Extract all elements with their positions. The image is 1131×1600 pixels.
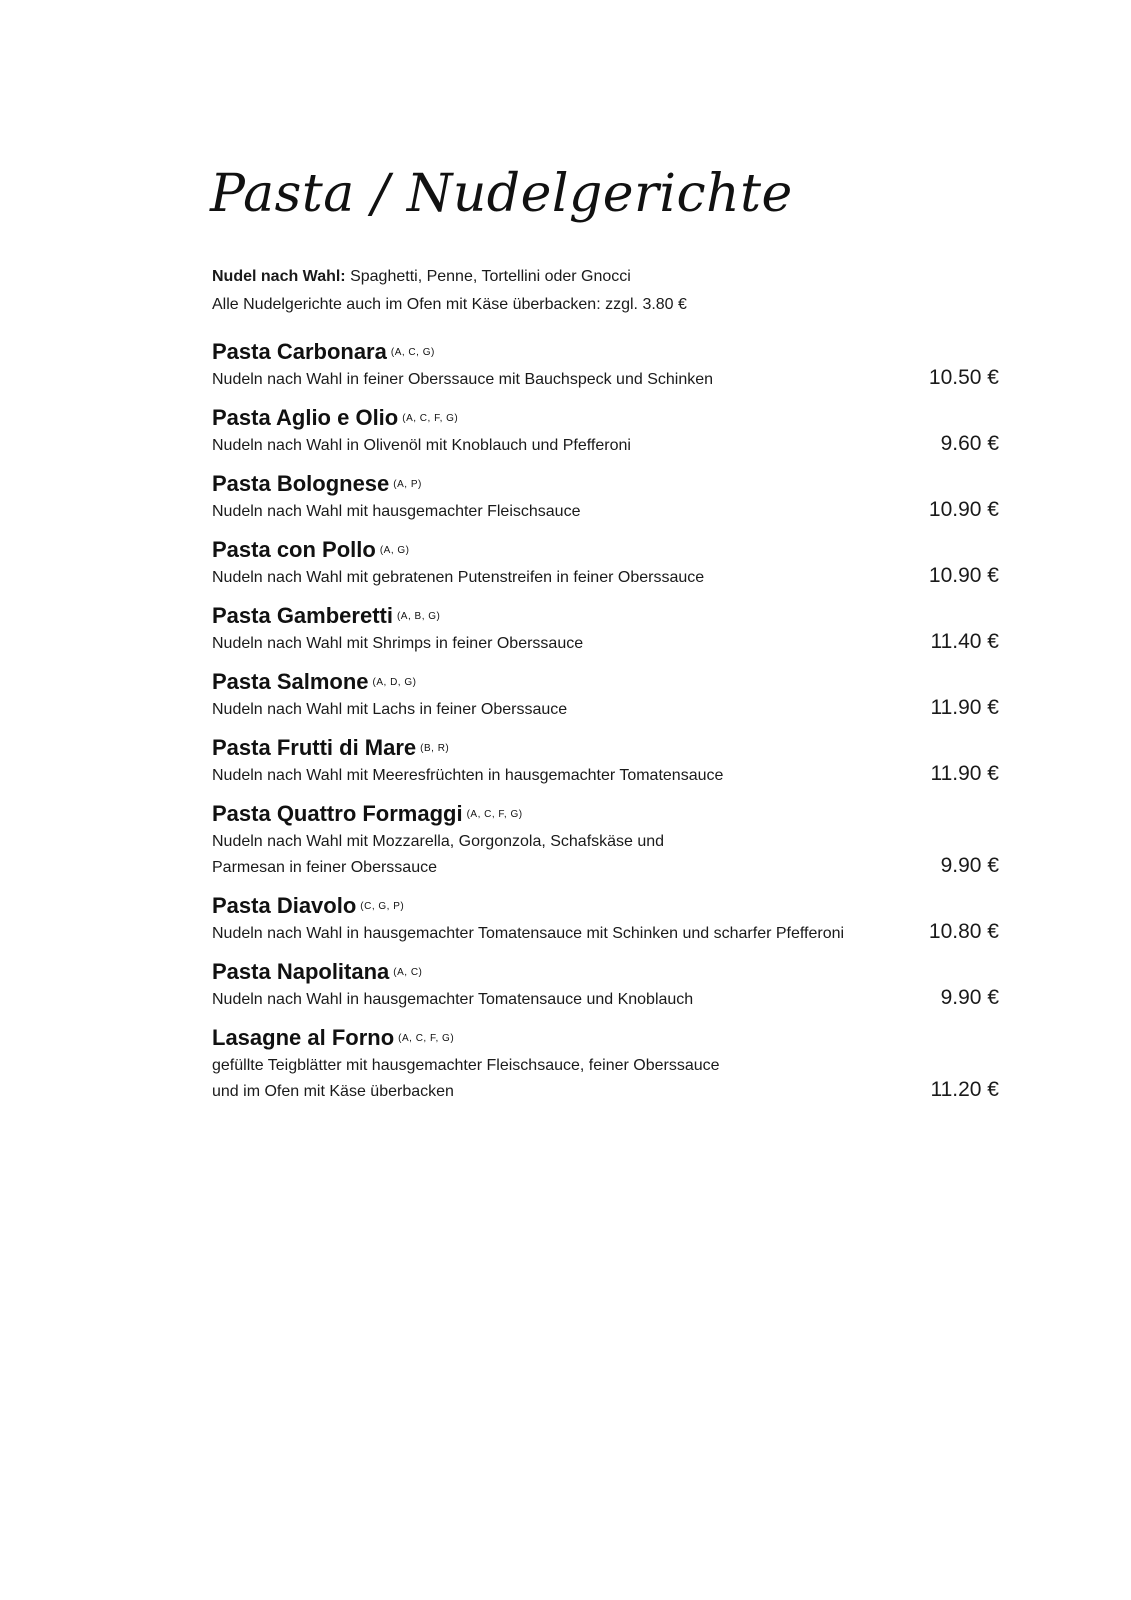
item-allergens: (B, R) (420, 743, 450, 754)
item-description: Nudeln nach Wahl mit Shrimps in feiner Oberssauce (212, 635, 584, 652)
item-description: gefüllte Teigblätter mit hausgemachter Fleischsauce, feiner Oberssauce (212, 1057, 720, 1074)
item-name-row (212, 891, 999, 921)
item-description: Nudeln nach Wahl mit hausgemachter Fleischsauce (212, 503, 581, 520)
item-description: Nudeln nach Wahl in hausgemachter Tomatensauce und Knoblauch (212, 991, 694, 1008)
item-name-row (212, 469, 999, 499)
item-name-row (212, 403, 999, 433)
item-name: Pasta Napolitana (212, 959, 390, 984)
item-description-line-2: und im Ofen mit Käse überbacken (212, 1083, 454, 1100)
item-name-row (212, 337, 999, 367)
item-allergens: (A, C, G) (390, 347, 435, 358)
item-price: 11.90 € (930, 762, 999, 785)
oven-note: Alle Nudelgerichte auch im Ofen mit Käse überbacken: zzgl. 3.80 € (212, 296, 687, 313)
item-name: Pasta Aglio e Olio (212, 405, 399, 430)
pasta-choice-text: Spaghetti, Penne, Tortellini oder Gnocci (345, 268, 631, 285)
item-price: 9.90 € (940, 854, 999, 877)
item-description: Nudeln nach Wahl mit gebratenen Putenstreifen in feiner Oberssauce (212, 569, 705, 586)
item-name-row (212, 1023, 999, 1053)
item-name: Pasta Salmone (212, 669, 369, 694)
item-allergens: (C, G, P) (360, 901, 405, 912)
menu-item (212, 337, 999, 393)
item-description: Nudeln nach Wahl mit Meeresfrüchten in hausgemachter Tomatensauce (212, 767, 724, 784)
pasta-choice-line (212, 263, 687, 291)
item-description: Nudeln nach Wahl mit Lachs in feiner Oberssauce (212, 701, 568, 718)
item-name: Lasagne al Forno (212, 1025, 395, 1050)
item-allergens: (A, P) (393, 479, 422, 490)
item-allergens: (A, C, F, G) (466, 809, 523, 820)
item-name-row (212, 733, 999, 763)
item-name: Pasta Gamberetti (212, 603, 393, 628)
item-name-row (212, 799, 999, 829)
item-price: 11.40 € (930, 630, 999, 653)
item-name-row (212, 535, 999, 565)
menu-item (212, 667, 999, 723)
item-name: Pasta con Pollo (212, 537, 376, 562)
item-price: 11.20 € (930, 1078, 999, 1101)
menu-item (212, 1023, 999, 1105)
item-description: Nudeln nach Wahl in hausgemachter Tomatensauce mit Schinken und scharfer Pfefferoni (212, 925, 845, 942)
item-description: Nudeln nach Wahl in feiner Oberssauce mit Bauchspeck und Schinken (212, 371, 714, 388)
item-price: 10.90 € (928, 498, 999, 521)
menu-item (212, 733, 999, 789)
item-allergens: (A, D, G) (372, 677, 417, 688)
item-name: Pasta Frutti di Mare (212, 735, 417, 760)
item-description: Nudeln nach Wahl in Olivenöl mit Knoblauch und Pfefferoni (212, 437, 631, 454)
intro-block (212, 263, 687, 319)
item-name-row (212, 957, 999, 987)
menu-item (212, 891, 999, 947)
menu-item (212, 403, 999, 459)
item-name: Pasta Diavolo (212, 893, 357, 918)
item-name-row (212, 601, 999, 631)
item-price: 10.90 € (928, 564, 999, 587)
menu-item (212, 469, 999, 525)
item-price: 10.50 € (928, 366, 999, 389)
item-price: 10.80 € (928, 920, 999, 943)
item-name: Pasta Quattro Formaggi (212, 801, 463, 826)
item-description-line-2: Parmesan in feiner Oberssauce (212, 859, 437, 876)
menu-item (212, 799, 999, 881)
menu-item (212, 535, 999, 591)
menu-item (212, 957, 999, 1013)
menu-list (212, 337, 999, 1115)
item-allergens: (A, C) (393, 967, 423, 978)
item-price: 9.60 € (940, 432, 999, 455)
item-allergens: (A, C, F, G) (398, 1033, 455, 1044)
item-price: 11.90 € (930, 696, 999, 719)
page-title: Pasta / Nudelgerichte (210, 164, 793, 224)
item-allergens: (A, B, G) (396, 611, 441, 622)
item-name-row (212, 667, 999, 697)
menu-item (212, 601, 999, 657)
item-allergens: (A, C, F, G) (402, 413, 459, 424)
item-price: 9.90 € (940, 986, 999, 1009)
item-allergens: (A, G) (379, 545, 410, 556)
pasta-choice-label: Nudel nach Wahl: (212, 268, 346, 285)
item-name: Pasta Carbonara (212, 339, 387, 364)
item-description: Nudeln nach Wahl mit Mozzarella, Gorgonzola, Schafskäse und (212, 833, 665, 850)
item-name: Pasta Bolognese (212, 471, 390, 496)
